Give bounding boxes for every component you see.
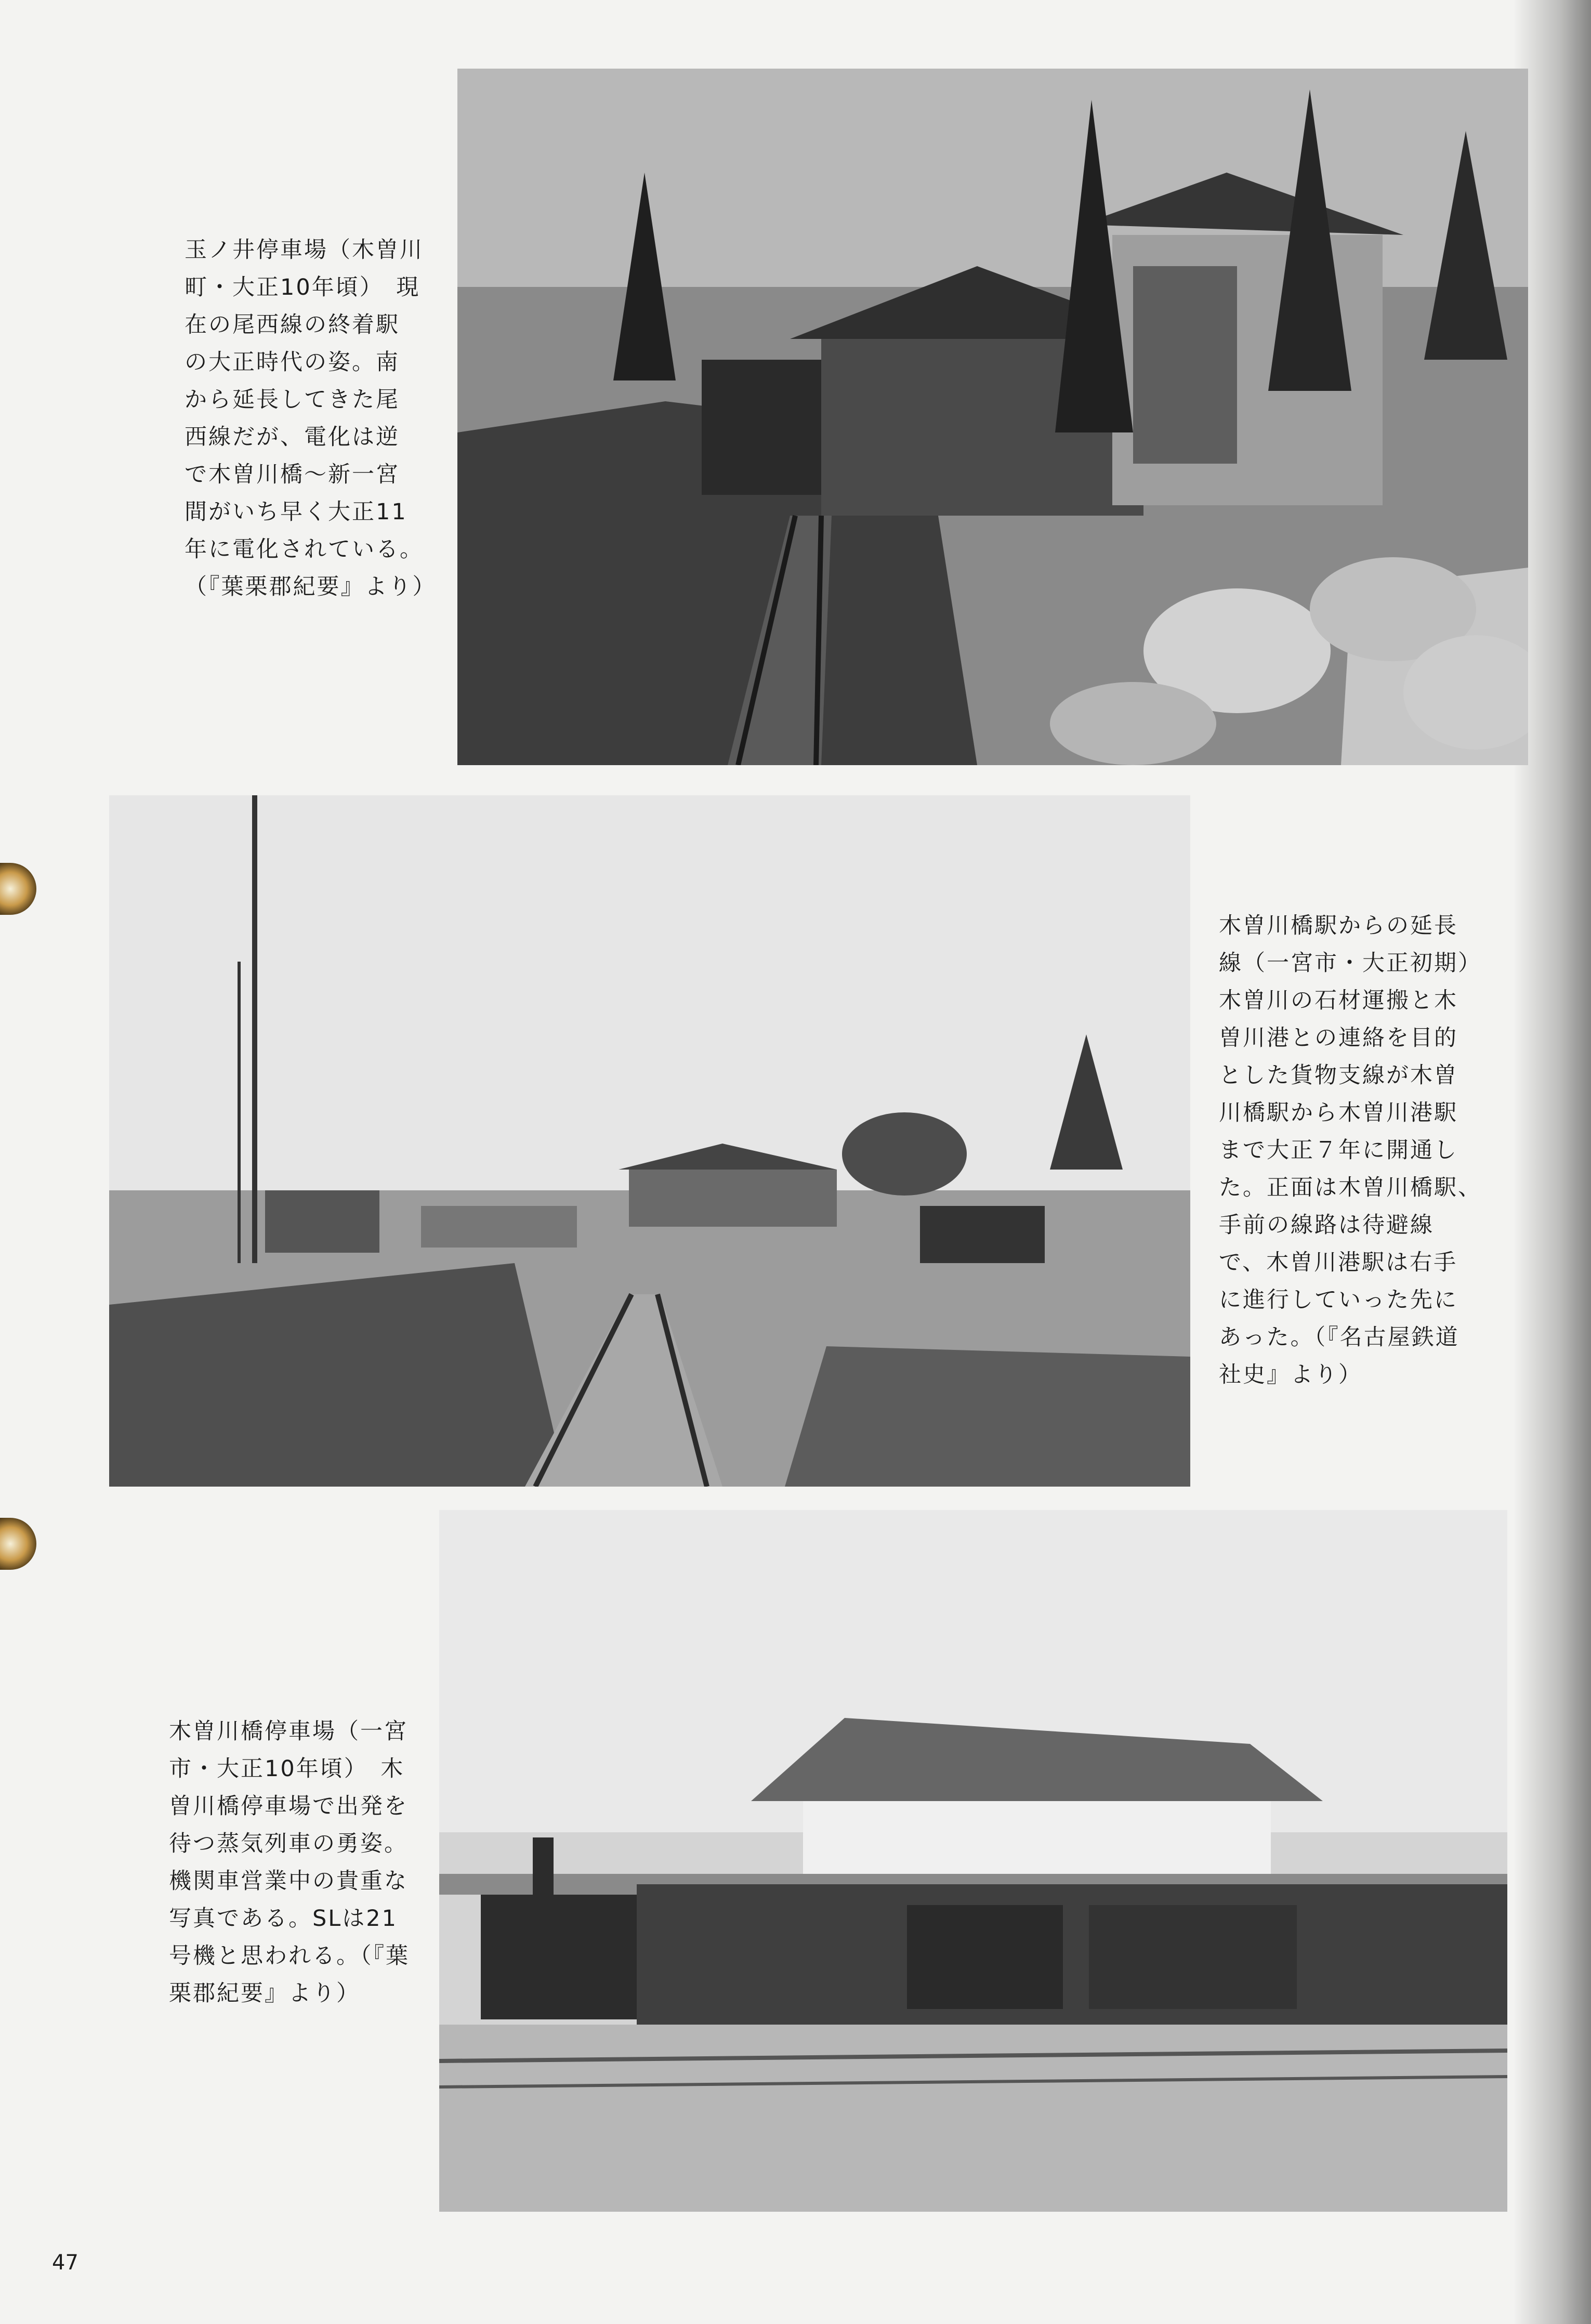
photo-kisogawabashi-station [439, 1510, 1507, 2212]
photo-extension-line [109, 795, 1190, 1487]
caption-kisogawabashi-station: 木曽川橋停車場（一宮 市・大正10年頃） 木 曽川橋停車場で出発を 待つ蒸気列車の勇姿。 機関車営業中の貴重な 写真である。SLは21 号機と思われる。（『葉 栗郡紀要』より） [169, 1718, 410, 2006]
caption-extension-line: 木曽川橋駅からの延長 線（一宮市・大正初期） 木曽川の石材運搬と木 曽川港との連絡を目的 とした貨物支線が木曽 川橋駅から木曽川港駅 まで大正７年に開通し た。正面は木曽川橋駅、 手前の線路は待避線 で、木曽川港駅は右手 に進行していった先に あった。（『名古屋鉄道 社史』より） [1219, 913, 1482, 1388]
binder-hole-upper [0, 863, 36, 915]
caption-tamanoi-station: 玉ノ井停車場（木曽川 町・大正10年頃） 現 在の尾西線の終着駅 の大正時代の姿。南 から延長してきた尾 西線だが、電化は逆 で木曽川橋〜新一宮 間がいち早く大正11 年に電化されている。 （『葉栗郡紀要』より） [185, 237, 437, 600]
page-number: 47 [52, 2251, 78, 2275]
binder-hole-lower [0, 1518, 36, 1570]
photo-tamanoi-station [457, 69, 1528, 765]
